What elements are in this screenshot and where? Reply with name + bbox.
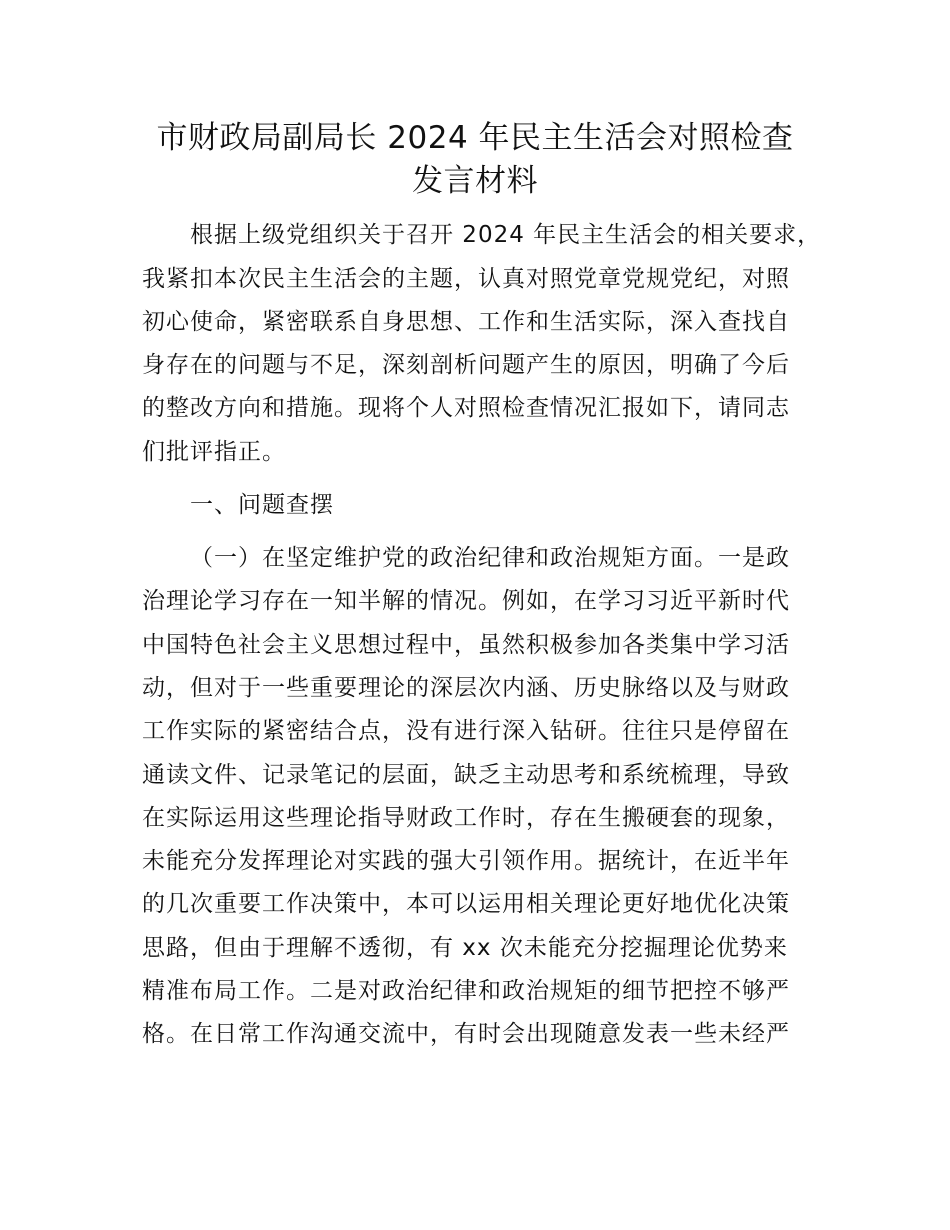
intro-line-6: 们批评指正。 — [142, 439, 286, 465]
section-line-1: （一）在坚定维护党的政治纪律和政治规矩方面。一是政 — [190, 545, 790, 571]
section-line-2: 治理论学习存在一知半解的情况。例如，在学习习近平新时代 — [142, 588, 790, 614]
section-line-7: 在实际运用这些理论指导财政工作时，存在生搬硬套的现象， — [142, 805, 790, 831]
section-line-9: 的几次重要工作决策中，本可以运用相关理论更好地优化决策 — [142, 891, 790, 917]
section-heading: 一、问题查摆 — [190, 492, 334, 518]
section-line-12: 格。在日常工作沟通交流中，有时会出现随意发表一些未经严 — [142, 1021, 790, 1047]
document-title-line-2: 发言材料 — [412, 163, 538, 199]
intro-line-4: 身存在的问题与不足，深刻剖析问题产生的原因，明确了今后 — [142, 352, 790, 378]
section-line-3: 中国特色社会主义思想过程中，虽然积极参加各类集中学习活 — [142, 632, 790, 658]
section-line-4: 动，但对于一些重要理论的深层次内涵、历史脉络以及与财政 — [142, 675, 790, 701]
intro-line-1: 根据上级党组织关于召开 2024 年民主生活会的相关要求， — [190, 222, 822, 248]
intro-line-3: 初心使命，紧密联系自身思想、工作和生活实际，深入查找自 — [142, 309, 790, 335]
section-line-5: 工作实际的紧密结合点，没有进行深入钻研。往往只是停留在 — [142, 718, 790, 744]
intro-line-5: 的整改方向和措施。现将个人对照检查情况汇报如下，请同志 — [142, 395, 790, 421]
section-line-10: 思路，但由于理解不透彻，有 xx 次未能充分挖掘理论优势来 — [142, 935, 788, 961]
intro-line-2: 我紧扣本次民主生活会的主题，认真对照党章党规党纪，对照 — [142, 266, 790, 292]
document-title-line-1: 市财政局副局长 2024 年民主生活会对照检查 — [156, 120, 794, 156]
section-line-6: 通读文件、记录笔记的层面，缺乏主动思考和系统梳理，导致 — [142, 762, 790, 788]
section-line-11: 精准布局工作。二是对政治纪律和政治规矩的细节把控不够严 — [142, 978, 790, 1004]
section-line-8: 未能充分发挥理论对实践的强大引领作用。据统计，在近半年 — [142, 848, 790, 874]
